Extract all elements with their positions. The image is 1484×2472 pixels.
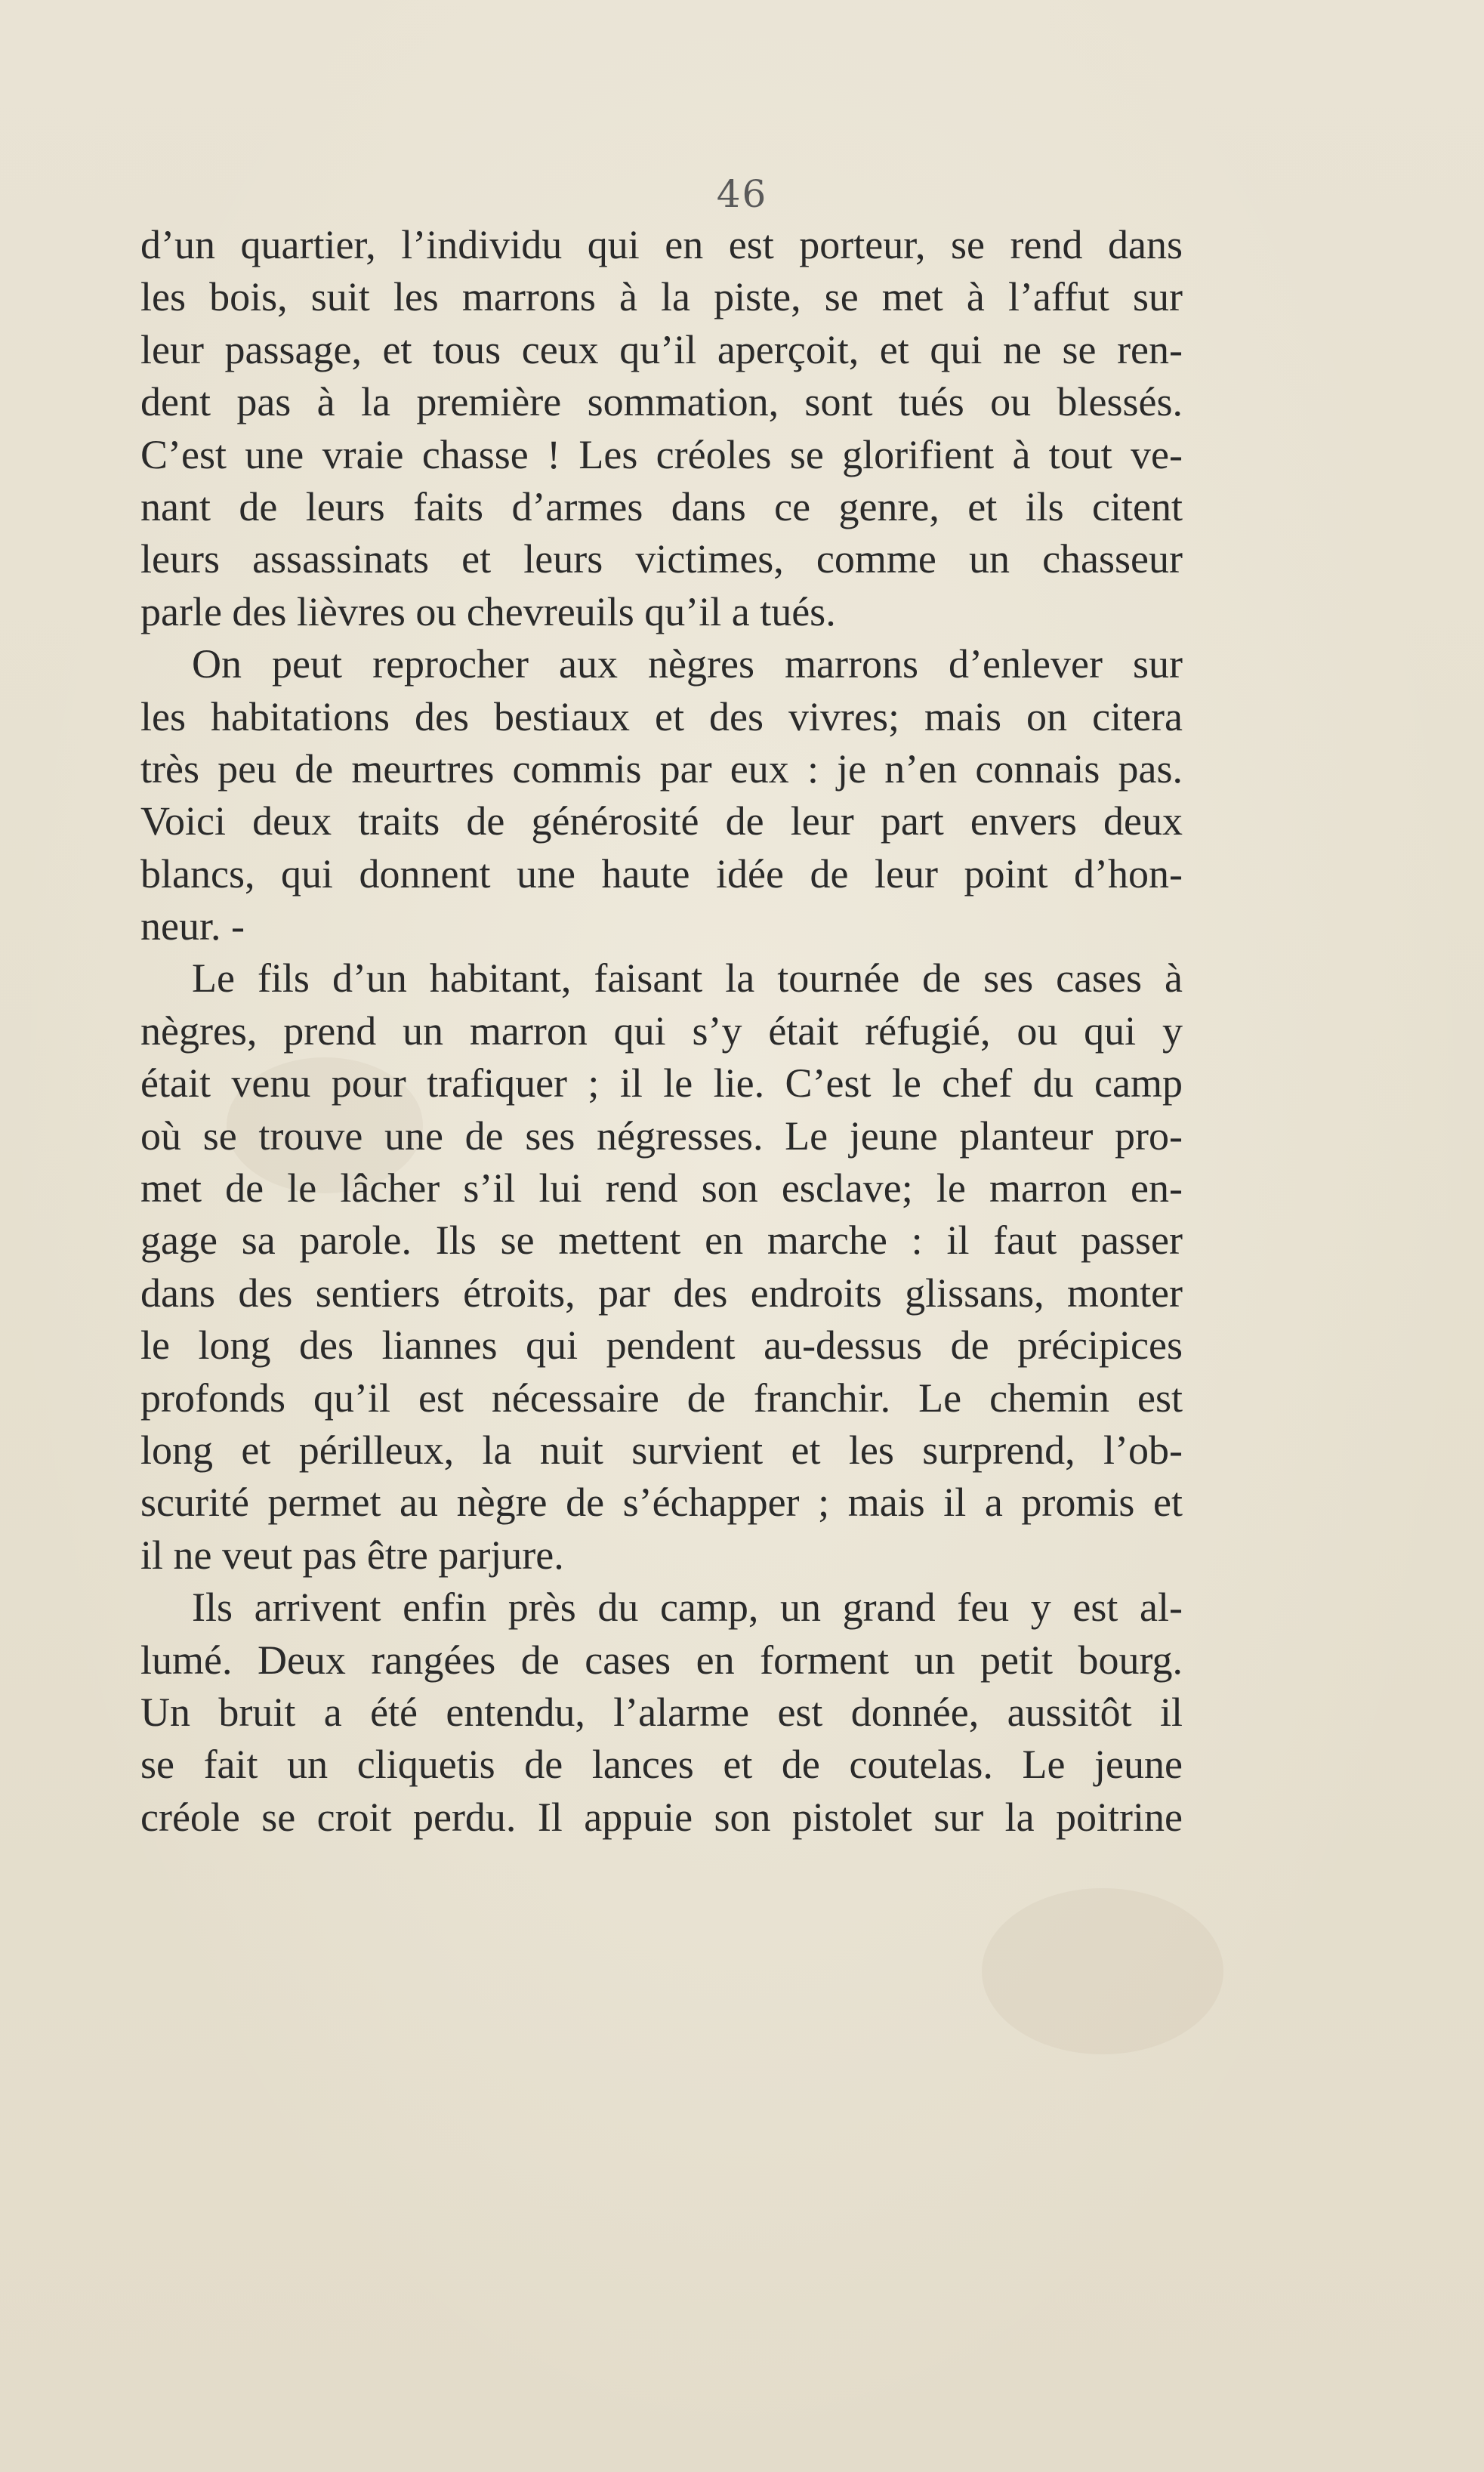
text-line: nègres, prend un marron qui s’y était réfugié, ou qui y — [140, 1008, 1183, 1054]
text-line: lumé. Deux rangées de cases en forment un petit bourg. — [140, 1637, 1183, 1683]
text-line: neur. - — [140, 903, 245, 949]
text-line: Voici deux traits de générosité de leur part envers deux — [140, 798, 1183, 844]
text-line: On peut reprocher aux nègres marrons d’enlever sur — [192, 641, 1183, 687]
text-line: dent pas à la première sommation, sont tués ou blessés. — [140, 379, 1183, 425]
text-line: il ne veut pas être parjure. — [140, 1532, 564, 1578]
text-line: Ils arrivent enfin près du camp, un grand feu y est al- — [192, 1585, 1183, 1631]
text-line: C’est une vraie chasse ! Les créoles se glorifient à tout ve- — [140, 431, 1183, 477]
text-line: le long des liannes qui pendent au-dessus de précipices — [140, 1322, 1183, 1369]
text-line: où se trouve une de ses négresses. Le jeune planteur pro- — [140, 1113, 1183, 1159]
text-line: gage sa parole. Ils se mettent en marche : il faut passer — [140, 1217, 1183, 1264]
text-line: était venu pour trafiquer ; il le lie. C’est le chef du camp — [140, 1060, 1183, 1106]
text-line: créole se croit perdu. Il appuie son pistolet sur la poitrine — [140, 1794, 1183, 1840]
text-line: très peu de meurtres commis par eux : je n’en connais pas. — [140, 745, 1183, 792]
text-line: parle des lièvres ou chevreuils qu’il a tués. — [140, 588, 836, 634]
text-line: leur passage, et tous ceux qu’il aperçoit, et qui ne se ren- — [140, 326, 1183, 372]
text-line: d’un quartier, l’individu qui en est porteur, se rend dans — [140, 222, 1183, 267]
text-line: Un bruit a été entendu, l’alarme est donnée, aussitôt il — [140, 1689, 1183, 1735]
text-line: les bois, suit les marrons à la piste, se met à l’affut sur — [140, 274, 1183, 320]
text-line: leurs assassinats et leurs victimes, comme un chasseur — [140, 536, 1183, 582]
text-line: se fait un cliquetis de lances et de coutelas. Le jeune — [140, 1742, 1183, 1788]
text-line: nant de leurs faits d’armes dans ce genre, et ils citent — [140, 483, 1183, 529]
page-number: 46 — [716, 172, 768, 216]
text-line: blancs, qui donnent une haute idée de leur point d’hon- — [140, 850, 1183, 897]
body-text — [140, 219, 1183, 1844]
text-line: long et périlleux, la nuit survient et les surprend, l’ob- — [140, 1427, 1183, 1473]
text-line: scurité permet au nègre de s’échapper ; mais il a promis et — [140, 1480, 1183, 1526]
text-line: Le fils d’un habitant, faisant la tournée de ses cases à — [192, 955, 1183, 1001]
text-line: les habitations des bestiaux et des vivres; mais on citera — [140, 693, 1183, 739]
text-line: met de le lâcher s’il lui rend son esclave; le marron en- — [140, 1165, 1183, 1211]
text-line: profonds qu’il est nécessaire de franchir. Le chemin est — [140, 1375, 1183, 1421]
paper-stain — [982, 1888, 1223, 2054]
text-line: dans des sentiers étroits, par des endroits glissans, monter — [140, 1270, 1183, 1316]
